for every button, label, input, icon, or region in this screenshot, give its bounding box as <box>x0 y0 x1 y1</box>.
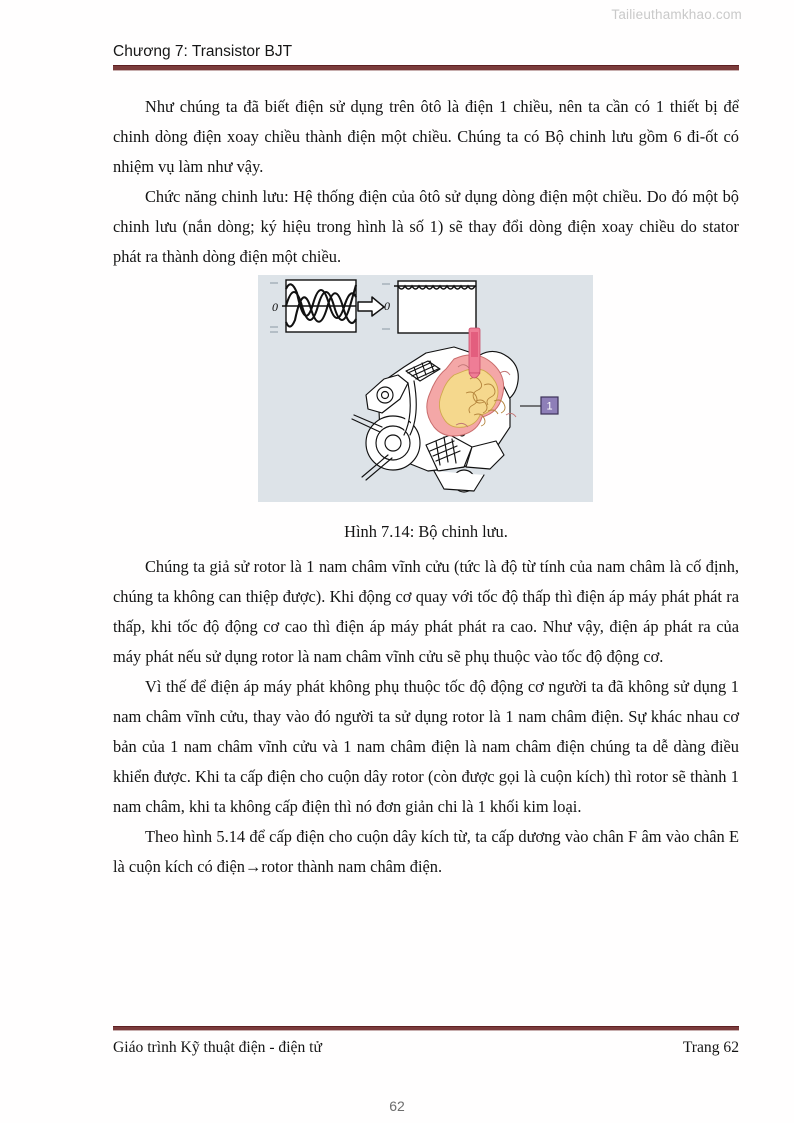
figure-image <box>258 275 593 502</box>
header-divider <box>113 65 739 71</box>
watermark-text: Tailieuthamkhao.com <box>611 7 742 22</box>
alternator-rectifier-illustration <box>258 275 593 502</box>
paragraph-2: Chức năng chinh lưu: Hệ thống điện của ôtô sử dụng dòng điện một chiều. Do đó một bộ chinh lưu (nắn dòng; ký hiệu trong hình là số 1) sẽ thay đổi dòng điện xoay chiều do stator phát ra thành dòng điện một chiều. <box>113 187 739 266</box>
right-chart-zero-label: 0 <box>384 299 390 313</box>
footer-right-text: Trang 62 <box>682 1039 739 1056</box>
body-content-upper <box>113 92 739 272</box>
header-title: Chương 7: Transistor BJT <box>113 43 293 60</box>
footer-left-text: Giáo trình Kỹ thuật điện - điện tử <box>113 1039 322 1056</box>
paragraph-5: Theo hình 5.14 để cấp điện cho cuộn dây kích từ, ta cấp dương vào chân F âm vào chân E là cuộn kích có điện→rotor thành nam châm điện. <box>113 827 739 876</box>
paragraph-4: Vì thế để điện áp máy phát không phụ thuộc tốc độ động cơ người ta đã không sử dụng 1 nam châm vĩnh cửu, thay vào đó người ta sử dụng rotor là 1 nam châm điện. Sự khác nhau cơ bản của 1 nam châm vĩnh cửu và 1 nam châm điện là nam châm điện chúng ta dễ dàng điều khiển được. Khi ta cấp điện cho cuộn dây rotor (còn được gọi là cuộn kích) thì rotor sẽ thành 1 nam châm, khi ta không cấp điện thì nó đơn giản chi là 1 khối kim loại. <box>113 677 739 816</box>
figure-bo-chinh-luu <box>258 275 593 502</box>
paragraph-3: Chúng ta giả sử rotor là 1 nam châm vĩnh cửu (tức là độ từ tính của nam châm là cố định, chúng ta không can thiệp được). Khi động cơ quay với tốc độ thấp thì điện áp máy phát phát ra thấp, khi tốc độ động cơ cao thì điện áp máy phát phát ra cao. Như vậy, điện áp phát ra của máy phát nếu sử dụng rotor là nam châm vĩnh cửu sẽ phụ thuộc vào tốc độ động cơ. <box>113 557 739 666</box>
callout-marker-1 <box>520 397 558 414</box>
conversion-arrow-icon <box>358 297 384 316</box>
page-footer <box>113 1026 739 1057</box>
paragraph-1: Như chúng ta đã biết điện sử dụng trên ôtô là điện 1 chiều, nên ta cần có 1 thiết bị để chinh dòng điện xoay chiều thành điện một chiều. Chúng ta có Bộ chinh lưu gồm 6 đi-ốt có nhiệm vụ làm như vậy. <box>113 97 739 176</box>
page-header <box>113 42 739 71</box>
rectifier-pointer-ribbon <box>469 328 480 378</box>
footer-divider <box>113 1026 739 1031</box>
dc-waveform-chart <box>382 281 476 333</box>
ac-waveform-chart <box>270 280 356 332</box>
figure-caption: Hình 7.14: Bộ chinh lưu. <box>344 522 508 541</box>
page-number: 62 <box>389 1098 405 1114</box>
body-content-lower <box>113 552 739 882</box>
left-chart-zero-label: 0 <box>272 300 278 314</box>
callout-label-1: 1 <box>546 400 553 413</box>
footer-row <box>113 1039 739 1057</box>
